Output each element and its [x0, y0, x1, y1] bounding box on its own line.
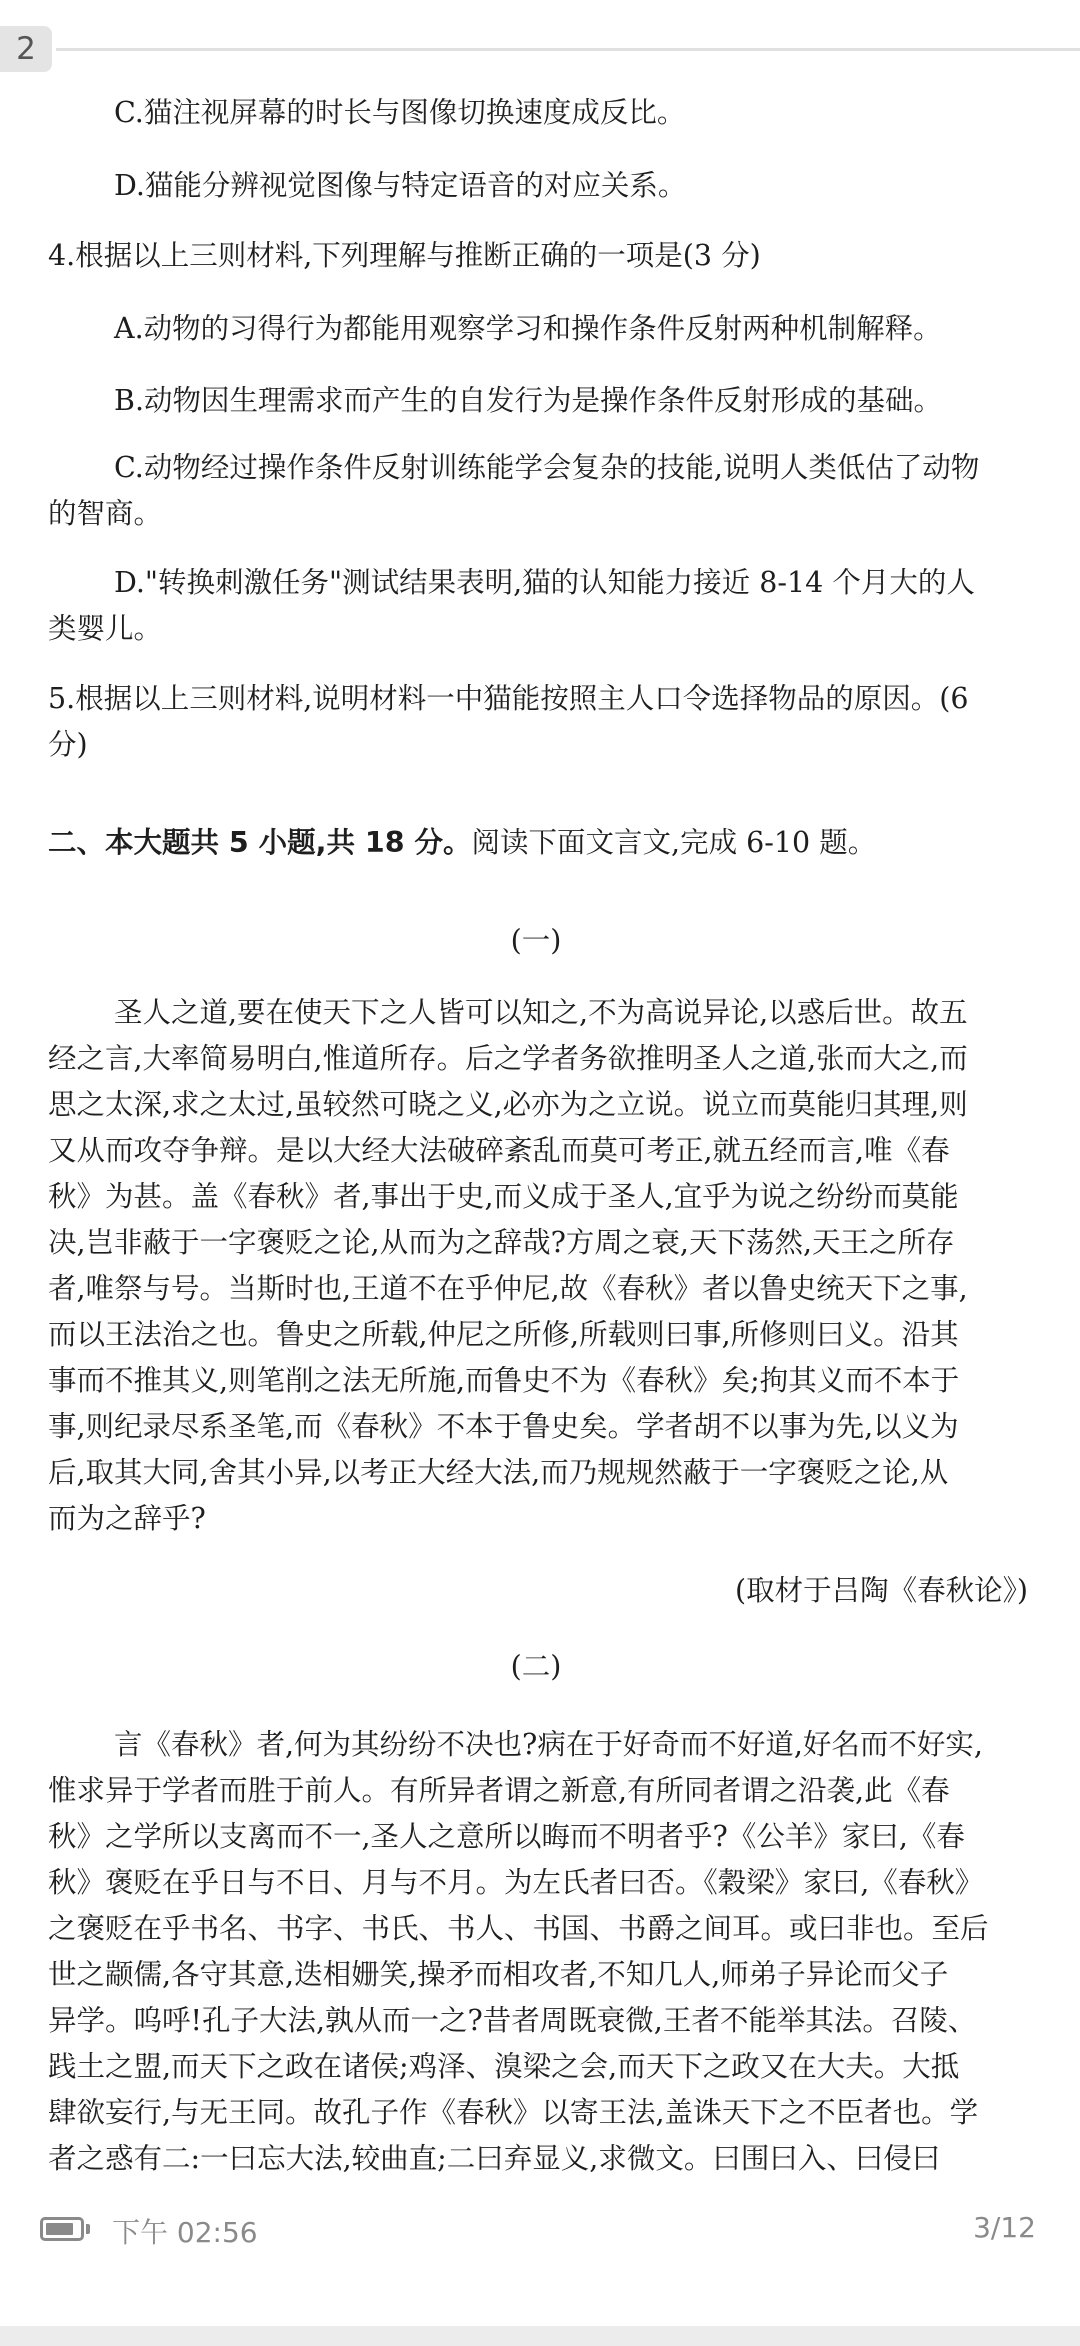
- battery-icon: [40, 2217, 84, 2241]
- part-2-line: 世之颛儒,各守其意,迭相姗笑,操矛而相攻者,不知几人,师弟子异论而父子: [48, 1958, 949, 1991]
- part-1-line: 又从而攻夺争辩。是以大经大法破碎紊乱而莫可考正,就五经而言,唯《春: [48, 1134, 950, 1167]
- part-2-line: 惟求异于学者而胜于前人。有所异者谓之新意,有所同者谓之沿袭,此《春: [48, 1774, 950, 1807]
- part-2-line: 言《春秋》者,何为其纷纷不决也?病在于好奇而不好道,好名而不好实,: [114, 1728, 983, 1761]
- q4-stem: 4.根据以上三则材料,下列理解与推断正确的一项是(3 分): [48, 239, 761, 272]
- top-divider: [56, 48, 1080, 51]
- q4-option-d-line2: 类婴儿。: [48, 612, 163, 645]
- part-1-line: 圣人之道,要在使天下之人皆可以知之,不为高说异论,以惑后世。故五: [114, 996, 968, 1029]
- part-2-line: 异学。呜呼!孔子大法,孰从而一之?昔者周既衰微,王者不能举其法。召陵、: [48, 2004, 977, 2037]
- page-number-badge: 2: [0, 26, 52, 72]
- section-2-heading-rest: 阅读下面文言文,完成 6-10 题。: [471, 826, 877, 859]
- q4-option-c-line2: 的智商。: [48, 497, 163, 530]
- part-2-line: 之褒贬在乎书名、书字、书氏、书人、书国、书爵之间耳。或曰非也。至后: [48, 1912, 989, 1945]
- part-2-line: 者之惑有二:一曰忘大法,较曲直;二曰弃显义,求微文。曰围曰入、曰侵曰: [48, 2142, 941, 2175]
- part-1-line: 决,岂非蔽于一字褒贬之论,从而为之辞哉?方周之衰,天下荡然,天王之所存: [48, 1226, 955, 1259]
- part-1-line: 事,则纪录尽系圣笔,而《春秋》不本于鲁史矣。学者胡不以事为先,以义为: [48, 1410, 959, 1443]
- part-1-line: 秋》为甚。盖《春秋》者,事出于史,而义成于圣人,宜乎为说之纷纷而莫能: [48, 1180, 959, 1213]
- q5-stem-line1: 5.根据以上三则材料,说明材料一中猫能按照主人口令选择物品的原因。(6: [48, 682, 969, 715]
- q3-option-c: C.猫注视屏幕的时长与图像切换速度成反比。: [114, 96, 686, 129]
- part-1-line: 思之太深,求之太过,虽较然可晓之义,必亦为之立说。说立而莫能归其理,则: [48, 1088, 968, 1121]
- part-1-line: 而以王法治之也。鲁史之所载,仲尼之所修,所载则曰事,所修则曰义。沿其: [48, 1318, 959, 1351]
- part-2-line: 践土之盟,而天下之政在诸侯;鸡泽、溴梁之会,而天下之政又在大夫。大抵: [48, 2050, 960, 2083]
- part-1-line: 经之言,大率简易明白,惟道所存。后之学者务欲推明圣人之道,张而大之,而: [48, 1042, 968, 1075]
- part-2-title: (二): [510, 1650, 562, 1683]
- bottom-strip: [0, 2326, 1080, 2346]
- part-1-line: 而为之辞乎?: [48, 1502, 206, 1535]
- part-1-line: 事而不推其义,则笔削之法无所施,而鲁史不为《春秋》矣;拘其义而不本于: [48, 1364, 960, 1397]
- clock-time: 下午 02:56: [112, 2216, 258, 2249]
- page-indicator: 3/12: [973, 2211, 1036, 2244]
- section-2-heading: [48, 820, 1024, 866]
- part-1-line: 后,取其大同,舍其小异,以考正大经大法,而乃规规然蔽于一字褒贬之论,从: [48, 1456, 949, 1489]
- part-1-line: 者,唯祭与号。当斯时也,王道不在乎仲尼,故《春秋》者以鲁史统天下之事,: [48, 1272, 968, 1305]
- q4-option-b: B.动物因生理需求而产生的自发行为是操作条件反射形成的基础。: [114, 384, 943, 417]
- q3-option-d: D.猫能分辨视觉图像与特定语音的对应关系。: [114, 169, 687, 202]
- battery-tip: [86, 2224, 90, 2234]
- q5-stem-line2: 分): [48, 728, 88, 761]
- q4-option-c-line1: C.动物经过操作条件反射训练能学会复杂的技能,说明人类低估了动物: [114, 451, 980, 484]
- reader-status-bar: [0, 2196, 1080, 2266]
- q4-option-d-line1: D."转换刺激任务"测试结果表明,猫的认知能力接近 8-14 个月大的人: [114, 566, 975, 599]
- part-2-line: 秋》褒贬在乎日与不日、月与不月。为左氏者曰否。《穀梁》家曰,《春秋》: [48, 1866, 984, 1899]
- part-1-source: (取材于吕陶《春秋论》): [735, 1574, 1028, 1607]
- part-2-line: 肆欲妄行,与无王同。故孔子作《春秋》以寄王法,盖诛天下之不臣者也。学: [48, 2096, 979, 2129]
- q4-option-a: A.动物的习得行为都能用观察学习和操作条件反射两种机制解释。: [114, 312, 942, 345]
- part-1-title: (一): [510, 924, 562, 957]
- battery-level-fill: [46, 2223, 73, 2235]
- part-2-line: 秋》之学所以支离而不一,圣人之意所以晦而不明者乎?《公羊》家曰,《春: [48, 1820, 965, 1853]
- section-2-heading-bold: 二、本大题共 5 小题,共 18 分。: [48, 826, 472, 859]
